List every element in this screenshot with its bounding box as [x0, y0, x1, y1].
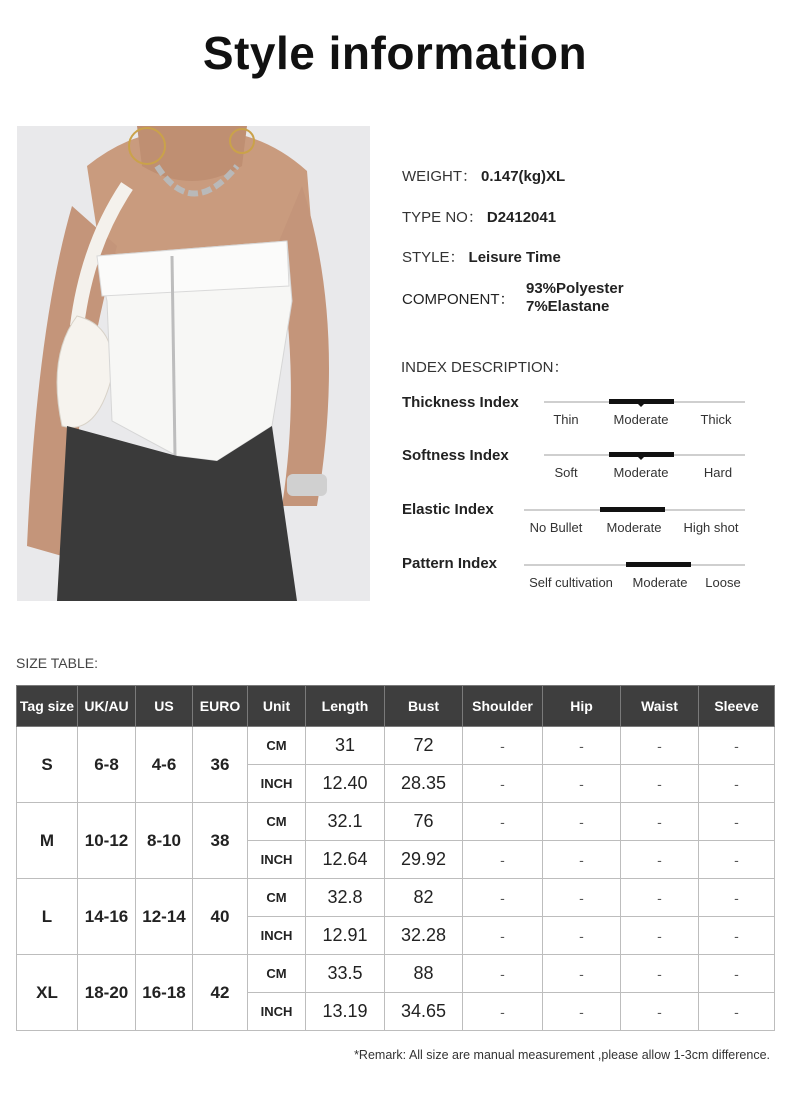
column-header: Unit: [248, 686, 306, 727]
unit-cell: INCH: [248, 841, 306, 879]
length-cell: 32.1: [306, 803, 385, 841]
length-cell: 33.5: [306, 955, 385, 993]
style-value: Leisure Time: [468, 249, 561, 266]
waist-cell: -: [621, 841, 699, 879]
us-cell: 4-6: [136, 727, 193, 803]
length-cell: 12.64: [306, 841, 385, 879]
component-label: COMPONENT：: [402, 291, 515, 308]
bust-cell: 76: [385, 803, 463, 841]
column-header: EURO: [193, 686, 248, 727]
index-option: Loose: [705, 575, 741, 590]
sleeve-cell: -: [699, 917, 775, 955]
softness-index-row: [402, 447, 747, 487]
shoulder-cell: -: [463, 993, 543, 1031]
index-scale: [524, 509, 745, 539]
type-row: [402, 206, 556, 227]
sleeve-cell: -: [699, 955, 775, 993]
euro-cell: 40: [193, 879, 248, 955]
sleeve-cell: -: [699, 879, 775, 917]
sleeve-cell: -: [699, 803, 775, 841]
waist-cell: -: [621, 727, 699, 765]
hip-cell: -: [543, 841, 621, 879]
sleeve-cell: -: [699, 727, 775, 765]
hip-cell: -: [543, 879, 621, 917]
shoulder-cell: -: [463, 841, 543, 879]
column-header: Length: [306, 686, 385, 727]
bust-cell: 28.35: [385, 765, 463, 803]
waist-cell: -: [621, 765, 699, 803]
length-cell: 31: [306, 727, 385, 765]
waist-cell: -: [621, 917, 699, 955]
euro-cell: 42: [193, 955, 248, 1031]
waist-cell: -: [621, 993, 699, 1031]
length-cell: 32.8: [306, 879, 385, 917]
thickness-index-row: [402, 394, 747, 434]
unit-cell: INCH: [248, 917, 306, 955]
column-header: UK/AU: [78, 686, 136, 727]
length-cell: 13.19: [306, 993, 385, 1031]
sleeve-cell: -: [699, 841, 775, 879]
column-header: Sleeve: [699, 686, 775, 727]
index-option-selected: Moderate: [613, 412, 669, 427]
type-label: TYPE NO：: [402, 209, 483, 226]
sleeve-cell: -: [699, 765, 775, 803]
hip-cell: -: [543, 955, 621, 993]
waist-cell: -: [621, 955, 699, 993]
index-option-selected: Moderate: [613, 465, 669, 480]
unit-cell: CM: [248, 955, 306, 993]
column-header: US: [136, 686, 193, 727]
index-description-heading: INDEX DESCRIPTION：: [401, 359, 569, 376]
bust-cell: 34.65: [385, 993, 463, 1031]
column-header: Bust: [385, 686, 463, 727]
unit-cell: INCH: [248, 993, 306, 1031]
weight-value: 0.147(kg)XL: [481, 168, 566, 185]
size-table-label: SIZE TABLE:: [16, 655, 98, 671]
uk-au-cell: 14-16: [78, 879, 136, 955]
component-value-1: 93%Polyester: [526, 280, 624, 297]
shoulder-cell: -: [463, 765, 543, 803]
hip-cell: -: [543, 727, 621, 765]
size-table-header: [17, 686, 775, 727]
size-table: [16, 685, 775, 1031]
elastic-index-row: [402, 501, 747, 541]
euro-cell: 38: [193, 803, 248, 879]
tag-size-cell: M: [17, 803, 78, 879]
sleeve-cell: -: [699, 993, 775, 1031]
hip-cell: -: [543, 993, 621, 1031]
hip-cell: -: [543, 803, 621, 841]
index-selected-mark: [600, 507, 665, 512]
pattern-index-row: [402, 555, 747, 595]
product-photo: [17, 126, 370, 601]
bust-cell: 29.92: [385, 841, 463, 879]
us-cell: 16-18: [136, 955, 193, 1031]
hip-cell: -: [543, 765, 621, 803]
index-name: Elastic Index: [402, 501, 494, 518]
index-selected-mark: [626, 562, 691, 567]
table-row: [17, 955, 775, 993]
shoulder-cell: -: [463, 879, 543, 917]
table-row: [17, 727, 775, 765]
index-name: Pattern Index: [402, 555, 498, 572]
euro-cell: 36: [193, 727, 248, 803]
waist-cell: -: [621, 879, 699, 917]
weight-row: [402, 165, 565, 186]
waist-cell: -: [621, 803, 699, 841]
index-name: Softness Index: [402, 447, 509, 464]
shoulder-cell: -: [463, 803, 543, 841]
component-value-2: 7%Elastane: [526, 298, 610, 315]
index-scale: [544, 401, 745, 431]
shoulder-cell: -: [463, 955, 543, 993]
column-header: Waist: [621, 686, 699, 727]
index-option: Soft: [554, 465, 578, 480]
index-option: Thick: [700, 412, 732, 427]
bust-cell: 88: [385, 955, 463, 993]
style-row: [402, 246, 561, 267]
index-option: Thin: [553, 412, 579, 427]
bust-cell: 72: [385, 727, 463, 765]
hip-cell: -: [543, 917, 621, 955]
index-option-selected: Moderate: [632, 575, 688, 590]
index-option: High shot: [683, 520, 739, 535]
page-title: Style information: [202, 27, 588, 79]
bust-cell: 32.28: [385, 917, 463, 955]
column-header: Tag size: [17, 686, 78, 727]
index-name: Thickness Index: [402, 394, 519, 411]
type-value: D2412041: [486, 209, 557, 226]
length-cell: 12.40: [306, 765, 385, 803]
tag-size-cell: L: [17, 879, 78, 955]
unit-cell: CM: [248, 803, 306, 841]
uk-au-cell: 10-12: [78, 803, 136, 879]
bust-cell: 82: [385, 879, 463, 917]
length-cell: 12.91: [306, 917, 385, 955]
uk-au-cell: 6-8: [78, 727, 136, 803]
index-scale: [524, 564, 745, 594]
shoulder-cell: -: [463, 727, 543, 765]
style-label: STYLE：: [402, 249, 465, 266]
tag-size-cell: XL: [17, 955, 78, 1031]
remark-note: *Remark: All size are manual measurement ,please allow 1-3cm difference.: [354, 1048, 770, 1062]
unit-cell: CM: [248, 879, 306, 917]
index-scale: [544, 454, 745, 484]
us-cell: 12-14: [136, 879, 193, 955]
weight-label: WEIGHT：: [402, 168, 477, 185]
column-header: Hip: [543, 686, 621, 727]
unit-cell: INCH: [248, 765, 306, 803]
column-header: Shoulder: [463, 686, 543, 727]
unit-cell: CM: [248, 727, 306, 765]
shoulder-cell: -: [463, 917, 543, 955]
table-row: [17, 879, 775, 917]
index-option-selected: Moderate: [606, 520, 662, 535]
table-row: [17, 803, 775, 841]
us-cell: 8-10: [136, 803, 193, 879]
index-option: Hard: [703, 465, 733, 480]
index-option: No Bullet: [529, 520, 583, 535]
uk-au-cell: 18-20: [78, 955, 136, 1031]
index-option: Self cultivation: [529, 575, 613, 590]
tag-size-cell: S: [17, 727, 78, 803]
